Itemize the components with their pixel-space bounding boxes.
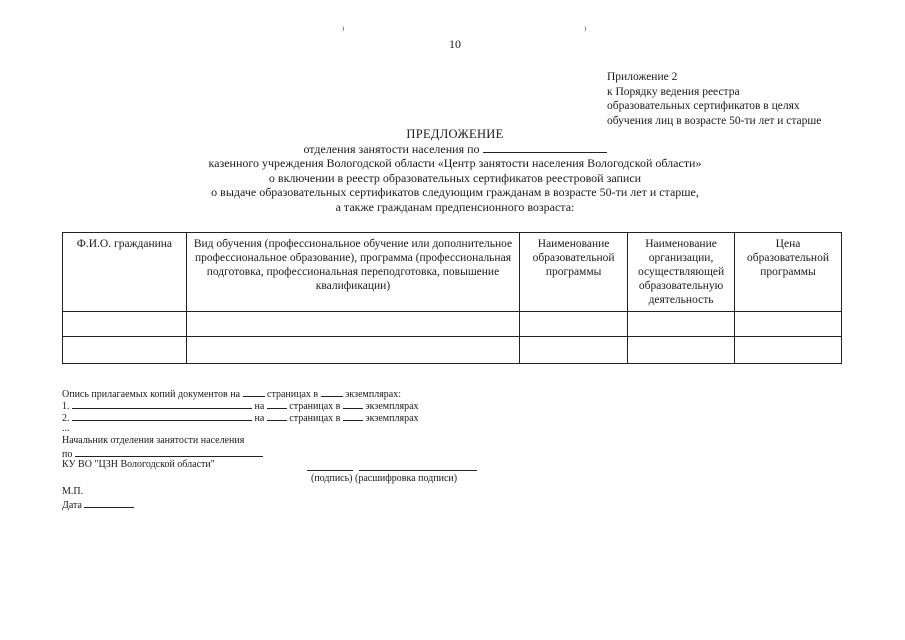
header-training-type: Вид обучения (профессиональное обучение или дополнительное профессиональное образование), программа (профессиональная подготовка, профессиональная переподготовка, повышение квалификации) <box>186 233 519 312</box>
table-cell <box>186 312 519 337</box>
heading-line-1 <box>150 142 760 157</box>
inventory-blank-pages <box>243 387 265 397</box>
chief-blank-line <box>75 447 263 457</box>
item-blank-pages <box>267 399 287 409</box>
margin-mark-right: ⁾ <box>584 26 587 37</box>
signature-caption: (подпись) (расшифровка подписи) <box>311 473 458 484</box>
inventory-item-2 <box>62 411 419 426</box>
table-header-row <box>63 233 842 312</box>
heading-blank-line <box>483 143 607 153</box>
item-blank-name <box>72 411 252 421</box>
organization-name: КУ ВО "ЦЗН Вологодской области" <box>62 459 215 470</box>
annex-line-4: обучения лиц в возрасте 50-ти лет и старше <box>607 114 822 127</box>
heading-line-5: а также гражданам предпенсионного возраста: <box>335 199 575 214</box>
annex-block <box>607 70 821 128</box>
item-on: на <box>254 401 265 412</box>
seal-label: М.П. <box>62 486 84 497</box>
table-cell <box>520 312 628 337</box>
annex-line-1: Приложение 2 <box>607 71 678 83</box>
signature-line <box>307 469 353 471</box>
item-pages-in: страницах в <box>289 401 341 412</box>
item-number: 1. <box>62 401 70 412</box>
inventory-ellipsis: ... <box>62 423 70 434</box>
heading-line-4: о выдаче образовательных сертификатов следующим гражданам в возрасте 50-ти лет и старше, <box>211 185 699 199</box>
margin-mark-left: ⁾ <box>342 26 345 37</box>
header-program-name: Наименование образовательной программы <box>520 233 628 312</box>
item-blank-copies <box>343 411 363 421</box>
heading-line-2: казенного учреждения Вологодской области «Центр занятости населения Вологодской области» <box>208 156 702 170</box>
item-copies: экземплярах <box>365 413 419 424</box>
inventory-text-c: экземплярах: <box>345 389 402 400</box>
item-blank-name <box>72 399 252 409</box>
signature-decoding-line <box>359 469 477 471</box>
inventory-text-b: страницах в <box>267 389 319 400</box>
table-cell <box>628 337 735 364</box>
item-pages-in: страницах в <box>289 413 341 424</box>
annex-line-2: к Порядку ведения реестра <box>607 85 740 98</box>
chief-by: по <box>62 449 73 460</box>
table-cell <box>735 337 842 364</box>
document-heading <box>150 127 760 214</box>
certificates-table <box>62 232 842 364</box>
item-blank-copies <box>343 399 363 409</box>
item-on: на <box>254 413 265 424</box>
table-cell <box>63 312 187 337</box>
inventory-blank-copies <box>321 387 343 397</box>
item-blank-pages <box>267 411 287 421</box>
heading-line-1-text: отделения занятости населения по <box>303 141 480 156</box>
table-cell <box>520 337 628 364</box>
table-row <box>63 312 842 337</box>
table-cell <box>186 337 519 364</box>
inventory-text-a: Опись прилагаемых копий документов на <box>62 389 241 400</box>
item-copies: экземплярах <box>365 401 419 412</box>
heading-line-3: о включении в реестр образовательных сертификатов реестровой записи <box>268 170 642 185</box>
table-cell <box>63 337 187 364</box>
page-number: 10 <box>449 37 461 51</box>
item-number: 2. <box>62 413 70 424</box>
date-blank-line <box>84 498 134 508</box>
table-row <box>63 337 842 364</box>
annex-line-3: образовательных сертификатов в целях <box>607 100 800 112</box>
table-cell <box>735 312 842 337</box>
header-full-name: Ф.И.О. гражданина <box>63 233 187 312</box>
header-program-price: Цена образовательной программы <box>735 233 842 312</box>
table-cell <box>628 312 735 337</box>
date-line <box>62 498 134 513</box>
header-organization-name: Наименование организации, осуществляющей образовательную деятельность <box>628 233 735 312</box>
document-title: ПРЕДЛОЖЕНИЕ <box>406 127 504 141</box>
date-label: Дата <box>62 500 82 511</box>
chief-title: Начальник отделения занятости населения <box>62 435 245 446</box>
